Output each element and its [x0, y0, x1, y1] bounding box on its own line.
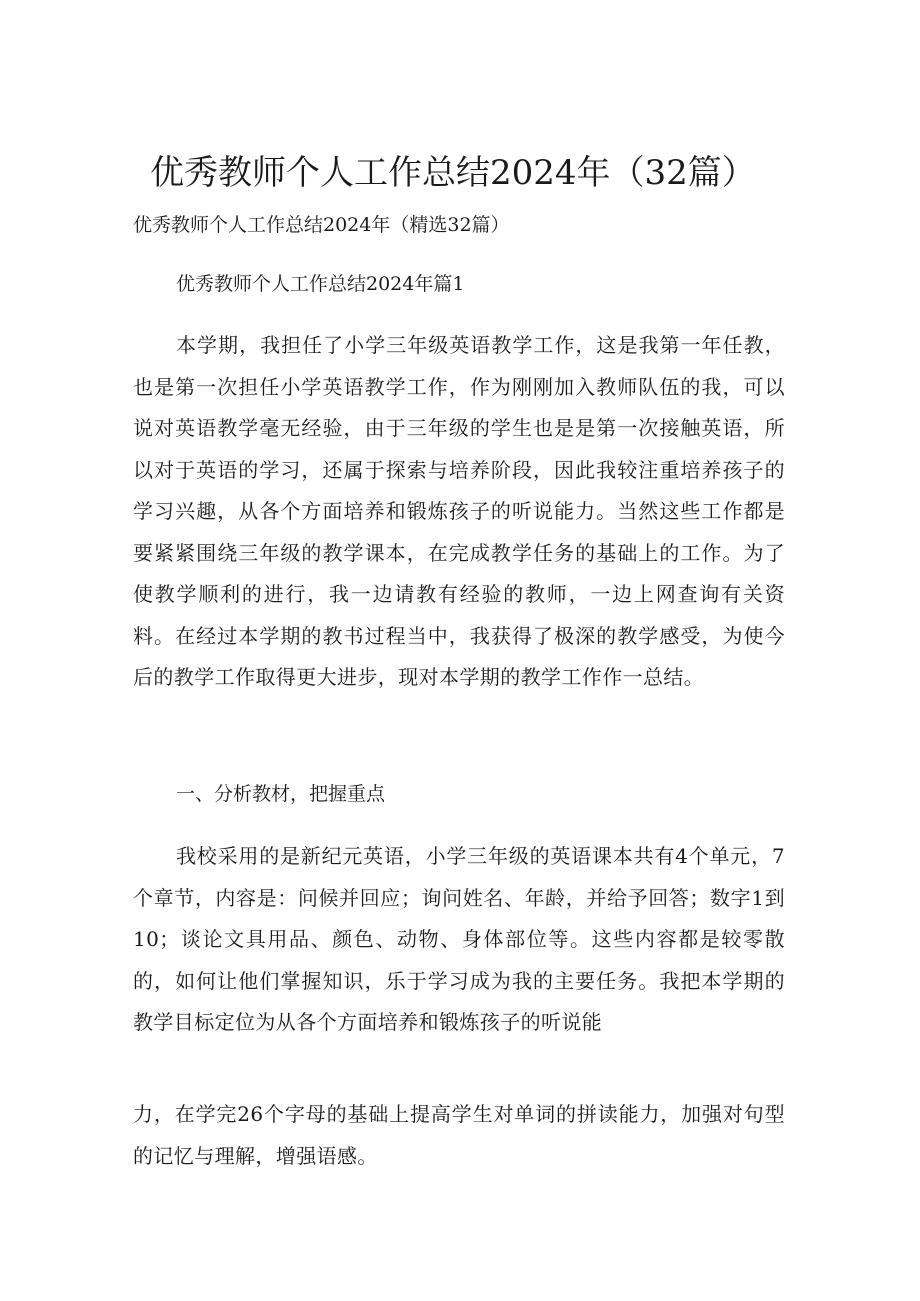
paragraph-intro: 本学期，我担任了小学三年级英语教学工作，这是我第一年任教，也是第一次担任小学英语教学工作，作为刚刚加入教师队伍的我，可以说对英语教学毫无经验，由于三年级的学生也是是第一次接触英语，所以对于英语的学习，还属于探索与培养阶段，因此我较注重培养孩子的学习兴趣，从各个方面培养和锻炼孩子的听说能力。当然这些工作都是要紧紧围绕三年级的教学课本，在完成教学任务的基础上的工作。为了使教学顺利的进行，我一边请教有经验的教师，一边上网查询有关资料。在经过本学期的教书过程当中，我获得了极深的教学感受，为使今后的教学工作取得更大进步，现对本学期的教学工作作一总结。 [133, 333, 785, 689]
subsection-heading-1: 一、分析教材，把握重点 [176, 783, 386, 805]
document-subtitle: 优秀教师个人工作总结2024年（精选32篇） [133, 214, 510, 236]
document-title: 优秀教师个人工作总结2024年（32篇） [150, 153, 756, 193]
paragraph-continuation: 力，在学完26个字母的基础上提高学生对单词的拼读能力，加强对句型的记忆与理解，增强语感。 [133, 1102, 785, 1168]
paragraph-textbook: 我校采用的是新纪元英语，小学三年级的英语课本共有4个单元，7个章节，内容是：问候并回应；询问姓名、年龄，并给予回答；数字1到10；谈论文具用品、颜色、动物、身体部位等。这些内容都是较零散的，如何让他们掌握知识，乐于学习成为我的主要任务。我把本学期的教学目标定位为从各个方面培养和锻炼孩子的听说能 [133, 844, 785, 1034]
section-heading: 优秀教师个人工作总结2024年篇1 [176, 273, 465, 295]
